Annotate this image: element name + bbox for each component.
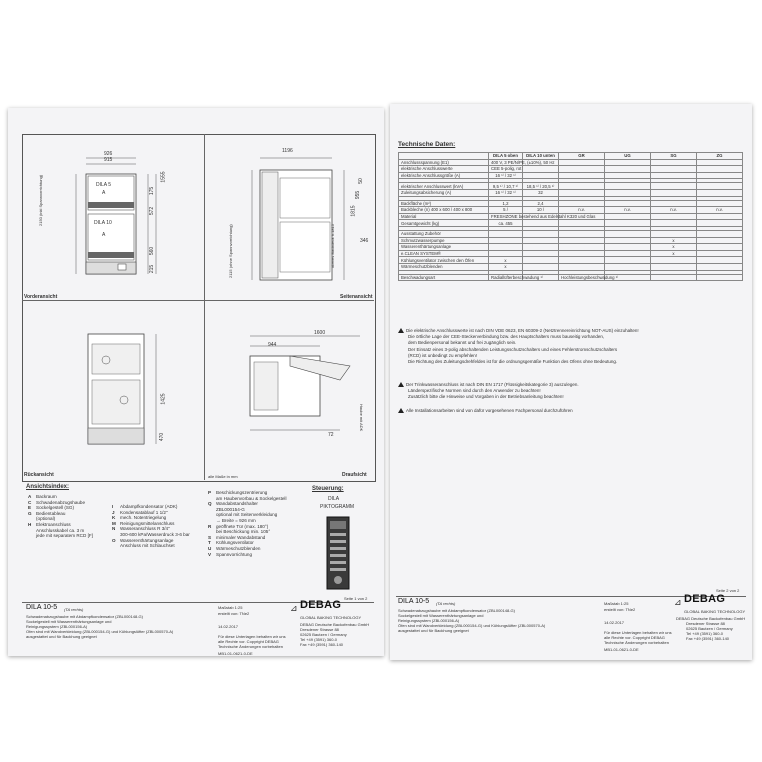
legal-2: alle Rechte vor. Copyright DEBAG — [218, 639, 279, 644]
table-cell — [605, 250, 651, 257]
dim-top-t1: 1600 — [314, 330, 326, 336]
dim-top-haube: Haube mit ADK — [359, 404, 364, 432]
table-cell: Anschlussspannung (E1) — [399, 159, 489, 166]
table-row — [399, 159, 743, 166]
legend-col-2 — [112, 504, 208, 549]
note-water-2: Zusätzlich bitte die Hinweise und Vorgaben in der Betriebsanleitung beachten! — [408, 394, 564, 400]
tech-title: Technische Daten: — [398, 141, 456, 148]
tel: Tel +49 (3591) 360-0 — [686, 631, 724, 636]
dim-front-h3: 175 — [149, 186, 156, 196]
oven-label-bottom-sub: A — [102, 232, 106, 238]
note-electrical-1: Die örtliche Lage der CEE-Steckerverbindung bzw. des Hauptschalters muss bauseitig vorhanden, — [408, 334, 605, 340]
oven-label-bottom: DILA 10 — [94, 220, 112, 226]
note-line: Reinigungssystem (ZBL000156-A) — [398, 618, 460, 623]
table-cell — [697, 230, 743, 237]
table-row — [399, 213, 743, 220]
table-cell — [559, 189, 605, 196]
table-cell: Backfläche (m²) — [399, 200, 489, 207]
note-electrical-5: Die Richtung des Zuleitungsdrehfeldes ist für die ordnungsgemäße Funktion des Ofens ohne Bedeutung. — [408, 359, 618, 365]
front-view-drawing — [48, 144, 188, 294]
table-cell: 400 V, 3 PE/N/PE, (±10%), 50 Hz — [489, 159, 523, 166]
steuerung-model: DILA — [328, 496, 340, 502]
table-cell: Backbleche (n) 400 x 600 / 400 x 800 — [399, 207, 489, 214]
legend-key: N — [112, 526, 116, 532]
table-cell: elektrischer Anschlusswert (kVA) — [399, 183, 489, 190]
table-cell — [559, 183, 605, 190]
table-cell — [559, 200, 605, 207]
table-cell: 5 / — [489, 207, 523, 214]
control-panel-drawing — [326, 516, 350, 590]
dim-side-d3: 955 — [355, 190, 362, 200]
model-suffix: (TA rechts) — [436, 601, 456, 606]
table-cell — [489, 230, 523, 237]
legend-row — [28, 533, 112, 539]
legend-key: Q — [208, 501, 212, 507]
table-cell — [523, 230, 559, 237]
table-header — [399, 153, 743, 160]
notes-water — [398, 382, 579, 401]
legend-row — [112, 543, 208, 549]
scale: Maßstab 1:25 — [604, 601, 629, 606]
page-of: Seite 1 von 2 — [344, 596, 368, 601]
street: Dresdener Strasse 88 — [300, 627, 339, 632]
table-cell — [605, 183, 651, 190]
table-cell: n.v. — [697, 207, 743, 214]
model-notes — [398, 608, 545, 633]
note-line: Reinigungssystem (ZBL000156-A) — [26, 624, 88, 629]
table-cell — [605, 213, 651, 220]
legend-value: Sockelgestell (SG) — [36, 505, 75, 511]
dim-front-width-2: 915 — [104, 157, 113, 163]
note-line: Öfen sind mit Wandverkleidung (ZBL000154-G) und Kühlungslüfter (ZBL000570-A) — [398, 623, 546, 628]
table-cell — [697, 237, 743, 244]
left-sheet — [8, 108, 384, 656]
table-cell — [605, 166, 651, 173]
legend-value: Bedientableau — [36, 510, 66, 516]
table-row — [399, 237, 743, 244]
dim-front-width-1: 926 — [104, 151, 113, 157]
doc-number: MB1-01-0621-0-DE — [218, 651, 253, 656]
table-row — [399, 244, 743, 251]
table-cell: x — [489, 263, 523, 270]
dim-rear-r2: 470 — [159, 432, 166, 442]
table-cell — [605, 244, 651, 251]
view-rear-label: Rückansicht — [24, 472, 54, 478]
legend-value: bei Beschickung min. 105° — [216, 529, 271, 535]
model-label: DILA 10-5 — [398, 598, 430, 605]
view-top-label: Draufsicht — [342, 472, 367, 478]
notes-electrical — [398, 328, 639, 365]
dim-top-t3: 72 — [328, 432, 334, 438]
legend-value: optional mit Seitenverkleidung — [216, 512, 278, 518]
legend-col-3 — [208, 490, 304, 557]
table-cell: 32 — [523, 189, 559, 196]
table-cell: elektrische Anschlusswerte — [399, 166, 489, 173]
legend-key: U — [208, 545, 212, 551]
table-cell: FRESHZONE bestehend aus Edelstahl K320 und Glas — [489, 213, 523, 220]
divider-horizontal — [22, 300, 374, 301]
table-header-cell — [399, 153, 489, 160]
table-cell — [559, 166, 605, 173]
legend-value: Reinigungsmittelanschluss — [120, 520, 175, 526]
table-cell: Hochleistungsbeschwadung ¹⁾ — [559, 274, 605, 281]
brand-logo: DEBAG — [684, 593, 726, 605]
legend-title: Ansichtsindex: — [26, 484, 70, 490]
legal-3: Technische Änderungen vorbehalten — [218, 644, 283, 649]
legend-value: Anschluss mit Schlauchset — [120, 543, 175, 549]
table-cell: Schmutzwasserpumpe — [399, 237, 489, 244]
table-cell: Radiallüfterbeschwadung ¹⁾ — [489, 274, 523, 281]
table-cell — [523, 263, 559, 270]
date: 14.02.2017 — [218, 624, 239, 629]
table-cell — [605, 220, 651, 227]
dim-top-t2: 944 — [268, 342, 277, 348]
legend-value: Elektroanschluss — [36, 521, 71, 527]
table-cell — [559, 263, 605, 270]
city: 02625 Bautzen / Germany — [686, 626, 733, 631]
note-line: Sockelgestell mit Wasserenthärtungsanlage und — [26, 619, 112, 624]
table-cell — [697, 244, 743, 251]
legend-value: Beschickungszentrierung — [216, 490, 268, 495]
table-cell — [489, 237, 523, 244]
table-row — [399, 250, 743, 257]
table-cell — [523, 172, 559, 179]
note-line: Schwadenabzugshaube mit Abdampfkondensator (ZBL000148-G) — [26, 614, 143, 619]
legend-value: Spannvorrichtung — [216, 551, 253, 557]
legal-2: alle Rechte vor. Copyright DEBAG — [604, 635, 665, 640]
dim-rear-r1: 1425 — [160, 393, 167, 405]
table-cell — [697, 250, 743, 257]
note-electrical-3: Der Einsatz eines 3-polig abschaltenden Leistungsschutzschalters und eines Fehlerstromschutzschalters — [408, 346, 618, 352]
table-cell — [697, 220, 743, 227]
table-cell: 18,5 ¹⁾ / 20,5 ¹⁾ — [523, 183, 559, 190]
table-cell — [697, 213, 743, 220]
erstellt: erstellt von: TNe2 — [218, 611, 250, 616]
legend-value: Anschlusskabel ca. 3 m — [36, 527, 85, 533]
table-row — [399, 207, 743, 214]
table-cell — [559, 257, 605, 264]
table-cell — [559, 250, 605, 257]
city: 02625 Bautzen / Germany — [300, 632, 347, 637]
table-cell — [605, 200, 651, 207]
table-cell — [697, 166, 743, 173]
street: Dresdener Strasse 88 — [686, 621, 725, 626]
legend-key: C — [28, 499, 32, 505]
table-cell — [605, 159, 651, 166]
legend-key: H — [28, 521, 32, 527]
table-cell — [651, 274, 697, 281]
table-cell: Material — [399, 213, 489, 220]
top-view-drawing — [230, 326, 370, 456]
legend-value: minimaler Wandabstand — [216, 534, 266, 540]
table-row — [399, 257, 743, 264]
table-cell: 16 ¹⁾ / 32 ¹⁾ — [489, 172, 523, 179]
table-cell — [651, 166, 697, 173]
rear-view-drawing — [66, 320, 176, 470]
table-header-cell: UG — [605, 153, 651, 160]
note-electrical-4: (RCD) ist unbedingt zu empfehlen! — [408, 352, 478, 358]
brand-logo: DEBAG — [300, 599, 342, 611]
note-line: Ofen sind mit Wandverkleidung (ZBL000154-G) und Kühlungslüfter (ZBL000570-A) — [26, 629, 174, 634]
table-cell — [605, 237, 651, 244]
legend-value: Kondensatablauf 1 1/2" — [120, 509, 168, 515]
dim-front-h1: 1555 — [160, 171, 167, 183]
tech-data-table — [398, 152, 743, 281]
note-line: ausgestattet und für Backhung geeignet — [398, 628, 469, 633]
table-cell: Zuleitungsabsicherung (A) — [399, 189, 489, 196]
notes-install — [398, 408, 573, 414]
table-cell: CEE 5-polig, rot — [489, 166, 523, 173]
legend-value: Wasserenthärtungsanlage — [120, 537, 174, 543]
table-cell: n.v. — [605, 207, 651, 214]
legend-value: → Breite = 926 mm — [216, 517, 256, 523]
table-cell — [651, 172, 697, 179]
brand-sub: GLOBAL BAKING TECHNOLOGY — [300, 615, 362, 620]
dim-side-h-right: oberes Backdeck h.1815 — [330, 223, 335, 268]
table-cell — [651, 230, 697, 237]
table-row — [399, 189, 743, 196]
view-alle-label: alle Maße in mm — [208, 474, 238, 479]
table-cell: 9,5 ¹⁾ / 10,7 ¹⁾ — [489, 183, 523, 190]
table-cell — [523, 220, 559, 227]
table-cell: Ausstattung Zubehör — [399, 230, 489, 237]
table-cell: x — [651, 237, 697, 244]
oven-label-top: DILA 5 — [96, 182, 112, 188]
note-electrical-0: Die elektrische Anschlusswerte ist nach DIN VDE 0623, EN 60309-2 (Netztrennereinrichtung NOT-AUS) einzuhalten! — [406, 328, 639, 333]
table-cell — [697, 263, 743, 270]
debag-logo-icon: ⊿ — [290, 603, 298, 613]
table-cell: Beschwadungsart — [399, 274, 489, 281]
legend-key: I — [112, 504, 114, 509]
oven-label-top-sub: A — [102, 190, 106, 196]
legend-key: O — [112, 537, 116, 543]
legend-key: J — [112, 509, 115, 515]
legend-row — [208, 552, 304, 558]
table-header-cell: ZG — [697, 153, 743, 160]
fax: Fax +49 (3591) 360-140 — [300, 642, 344, 647]
table-cell: Wasserenthärtungsanlage — [399, 244, 489, 251]
warning-icon — [398, 408, 404, 413]
legal-3: Technische Änderungen vorbehalten — [604, 640, 669, 645]
table-cell: Gesamtgewicht (kg) — [399, 220, 489, 227]
table-cell: 10 / — [523, 207, 559, 214]
dim-front-h2: 572 — [149, 206, 156, 216]
erstellt: erstellt von: TNe2 — [604, 607, 636, 612]
steuerung-title: Steuerung: — [312, 486, 344, 492]
table-cell: x — [489, 257, 523, 264]
page-of: Seite 2 von 2 — [716, 588, 740, 593]
dim-side-d1: 1815 — [350, 205, 357, 217]
tel: Tel +49 (3591) 360-0 — [300, 637, 338, 642]
note-water-0: Der Trinkwasseranschluss ist nach DIN EN 1717 (Flüssigkeitskategorie 3) auszulegen. — [406, 382, 579, 387]
table-row — [399, 183, 743, 190]
table-row — [399, 166, 743, 173]
table-cell — [651, 263, 697, 270]
legend-key: M — [112, 520, 116, 526]
table-cell: Kühlungsventilator zwischen den Öfen — [399, 257, 489, 264]
table-cell — [651, 183, 697, 190]
table-row — [399, 230, 743, 237]
warning-icon — [398, 382, 404, 387]
note-line: ausgestattet und für Backhung geeignet — [26, 634, 97, 639]
table-cell — [651, 159, 697, 166]
company: DEBAG Deutsche Backofenbau GmbH — [676, 616, 746, 621]
table-cell — [559, 230, 605, 237]
side-view-drawing — [240, 148, 360, 298]
table-cell — [523, 237, 559, 244]
table-header-cell: DILA 10 unten — [523, 153, 559, 160]
dim-front-h5: 215 — [149, 264, 156, 274]
legend-value: mech. Notentriegelung — [120, 515, 167, 521]
doc-number: MB1-01-0621-0-DE — [604, 647, 639, 652]
table-cell — [651, 257, 697, 264]
table-cell — [489, 250, 523, 257]
table-header-cell: GR — [559, 153, 605, 160]
legend-value: am Haubenvorbau & Sockelgestell — [216, 495, 287, 501]
table-cell: 16 ¹⁾ / 32 ¹⁾ — [489, 189, 523, 196]
legend-value: ZBL000154-G — [216, 506, 245, 512]
brand-sub: GLOBAL BAKING TECHNOLOGY — [684, 609, 746, 614]
table-cell — [697, 172, 743, 179]
table-cell — [559, 172, 605, 179]
legend-key: G — [28, 510, 32, 516]
table-cell: n.v. — [559, 207, 605, 214]
model-suffix: (TA rechts) — [64, 607, 84, 612]
legend-value: Kühlungsventilator — [216, 540, 254, 546]
table-cell: x — [651, 244, 697, 251]
legend-key: K — [112, 515, 116, 521]
table-cell: elektrische Anschlussgröße (A) — [399, 172, 489, 179]
legend-value: (optional) — [36, 516, 56, 522]
piktogramm-label: PIKTOGRAMM — [320, 504, 355, 510]
debag-logo-icon: ⊿ — [674, 597, 682, 607]
table-cell — [605, 230, 651, 237]
table-cell: x — [651, 250, 697, 257]
warning-icon — [398, 328, 404, 333]
note-electrical-2: dem Bedienpersonal bekannt und frei zugänglich sein. — [408, 340, 517, 346]
table-cell — [523, 244, 559, 251]
table-cell — [605, 257, 651, 264]
table-cell — [697, 189, 743, 196]
legend-value: Schwadenabzugshaube — [36, 499, 86, 505]
table-cell — [559, 220, 605, 227]
model-label: DILA 10-5 — [26, 604, 58, 611]
table-row — [399, 220, 743, 227]
table-cell: 2,4 — [523, 200, 559, 207]
table-cell — [559, 237, 605, 244]
table-cell — [697, 257, 743, 264]
table-cell — [605, 189, 651, 196]
view-front-label: Vorderansicht — [24, 294, 58, 300]
scale: Maßstab 1:25 — [218, 605, 243, 610]
table-header-cell: DILA 5 oben — [489, 153, 523, 160]
table-row — [399, 274, 743, 281]
table-cell — [651, 220, 697, 227]
legend-value: Wandabstandshalter — [216, 501, 258, 507]
legend-value: Wärmeschutzblenden — [216, 545, 261, 551]
table-cell — [559, 244, 605, 251]
dim-front-h4: 560 — [149, 246, 156, 256]
table-cell — [523, 250, 559, 257]
legend-value: geöffnete Tür (max. 180°) — [216, 523, 269, 529]
legend-value: Wasseranschluss R 3/4" — [120, 526, 170, 532]
table-cell — [697, 200, 743, 207]
legal-1: Für diese Unterlagen behalten wir uns — [604, 630, 672, 635]
note-install: Alle Installationsarbeiten sind von dafür vorgesehenen Fachpersonal durchzuführen — [406, 408, 573, 413]
date: 14.02.2017 — [604, 620, 625, 625]
note-water-1: Länderspezifische Normen sind durch den Anwender zu beachten! — [408, 388, 541, 394]
legend-key: P — [208, 490, 212, 495]
table-header-cell: SG — [651, 153, 697, 160]
legend-value: Abdampfkondensator (ADK) — [120, 504, 178, 509]
model-notes — [26, 614, 173, 639]
legend-col-1 — [28, 494, 112, 539]
legend-key: V — [208, 551, 212, 557]
legend-key: E — [28, 505, 32, 511]
note-line: Sockelgestell mit Wasserenthärtungsanlage und — [398, 613, 484, 618]
legend-key: S — [208, 534, 212, 540]
table-cell — [605, 172, 651, 179]
table-cell — [651, 213, 697, 220]
company: DEBAG Deutsche Backofenbau GmbH — [300, 622, 370, 627]
fax: Fax +49 (3591) 360-140 — [686, 636, 730, 641]
legend-value: Backraum — [36, 494, 57, 499]
legend-value: jede mit separatem RCD [F] — [36, 533, 93, 539]
table-cell — [605, 263, 651, 270]
table-cell — [697, 159, 743, 166]
legend-key: T — [208, 540, 211, 546]
table-cell — [489, 244, 523, 251]
dim-front-side-label: 2150 (inkl Spannvorrichtung) — [38, 174, 43, 226]
table-cell — [651, 200, 697, 207]
legal-1: Für diese Unterlagen behalten wir uns — [218, 634, 286, 639]
dim-side-depth: 1196 — [282, 148, 293, 154]
legend-key: A — [28, 494, 32, 499]
dim-side-h-left: 2115 (ohne Spannvorrichtung) — [228, 224, 233, 278]
table-cell — [697, 183, 743, 190]
table-cell: Wärmeschutzblenden — [399, 263, 489, 270]
table-cell — [697, 274, 743, 281]
table-cell: n.v. — [651, 207, 697, 214]
right-sheet — [390, 104, 752, 660]
dim-side-d4: 346 — [360, 238, 369, 244]
legend-value: 300-600 kPa/Wasserdruck 3-6 bar — [120, 531, 190, 537]
table-row — [399, 263, 743, 270]
table-cell — [559, 159, 605, 166]
table-cell — [523, 257, 559, 264]
note-line: Schwadenabzugshaube mit Abdampfkondensator (ZBL000148-G) — [398, 608, 515, 613]
table-cell — [523, 166, 559, 173]
legend-key: R — [208, 523, 212, 529]
table-cell: 1,2 — [489, 200, 523, 207]
divider-vertical — [204, 134, 205, 480]
table-row — [399, 200, 743, 207]
table-row — [399, 172, 743, 179]
table-cell: ca. 455 — [489, 220, 523, 227]
view-side-label: Seitenansicht — [340, 294, 373, 300]
dim-side-d2: 50 — [357, 178, 364, 184]
table-cell: e.CLEAN SYSTEM® — [399, 250, 489, 257]
table-cell — [651, 189, 697, 196]
